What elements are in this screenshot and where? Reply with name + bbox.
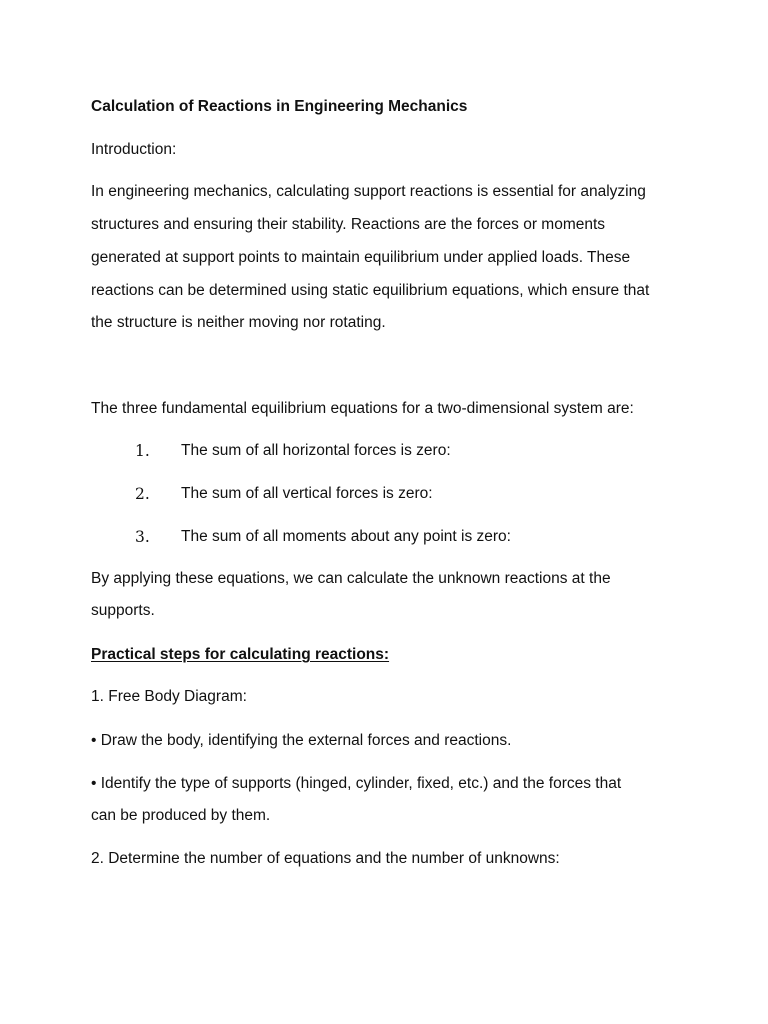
equations-intro: The three fundamental equilibrium equations for a two-dimensional system are: [91,400,634,417]
applying-line-2: supports. [91,602,155,619]
step2-label: 2. Determine the number of equations and the number of unknowns: [91,850,560,867]
equation-text-2: The sum of all vertical forces is zero: [181,485,433,502]
applying-line-1: By applying these equations, we can calculate the unknown reactions at the [91,570,611,587]
step1-label: 1. Free Body Diagram: [91,688,247,705]
equation-number-3: 3. [135,528,150,546]
intro-line-4: reactions can be determined using static equilibrium equations, which ensure that [91,282,650,299]
step1-bullet-2-line-1: • Identify the type of supports (hinged, cylinder, fixed, etc.) and the forces that [91,775,622,792]
intro-line-2: structures and ensuring their stability. Reactions are the forces or moments [91,216,606,233]
intro-line-3: generated at support points to maintain equilibrium under applied loads. These [91,249,631,266]
document-title: Calculation of Reactions in Engineering Mechanics [91,98,468,115]
equation-number-1: 1. [135,442,150,460]
equation-text-1: The sum of all horizontal forces is zero: [181,442,451,459]
intro-line-5: the structure is neither moving nor rotating. [91,314,386,331]
step1-bullet-1: • Draw the body, identifying the external forces and reactions. [91,732,512,749]
intro-label: Introduction: [91,141,177,158]
equation-text-3: The sum of all moments about any point is zero: [181,528,511,545]
step1-bullet-2-line-2: can be produced by them. [91,807,271,824]
equation-number-2: 2. [135,485,150,503]
steps-heading: Practical steps for calculating reactions: [91,646,390,663]
intro-line-1: In engineering mechanics, calculating support reactions is essential for analyzing [91,183,646,200]
